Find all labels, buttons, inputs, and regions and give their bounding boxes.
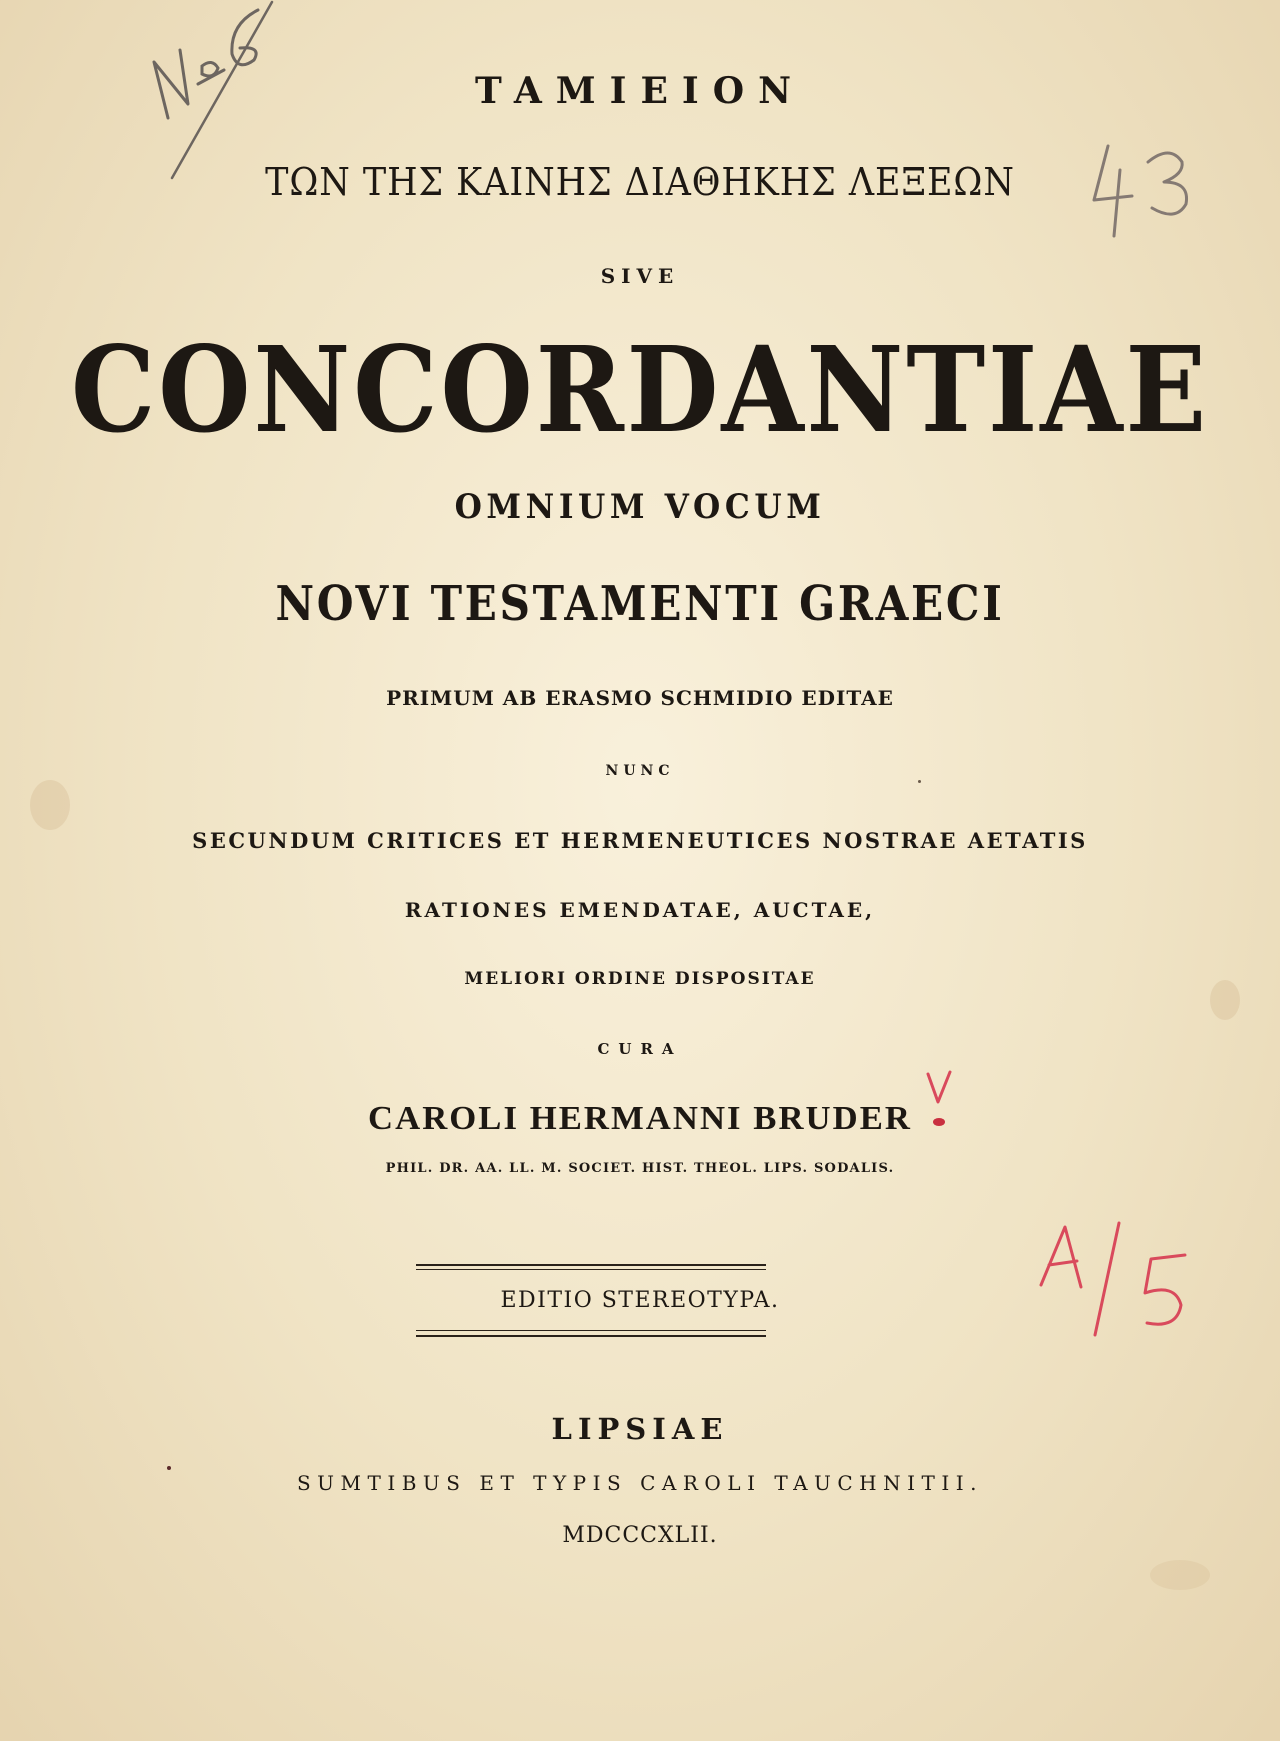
- omnium-vocum-line: OMNIUM VOCUM: [454, 487, 826, 527]
- primum-line: PRIMUM AB ERASMO SCHMIDIO EDITAE: [386, 686, 894, 710]
- meliori-line: MELIORI ORDINE DISPOSITAE: [464, 969, 816, 989]
- ink-speck: [167, 1466, 171, 1470]
- handwritten-shelf-mark: [1035, 1215, 1210, 1345]
- rationes-line: RATIONES EMENDATAE, AUCTAE,: [404, 898, 876, 922]
- handwritten-number-mark: [140, 0, 310, 190]
- ink-speck: [918, 780, 921, 783]
- author-credentials: PHIL. DR. AA. LL. M. SOCIET. HIST. THEOL. LIPS. SODALIS.: [385, 1161, 895, 1176]
- edition-line: EDITIO STEREOTYPA.: [500, 1288, 780, 1313]
- paper-stain: [30, 780, 70, 830]
- cura-line: CURA: [597, 1040, 683, 1058]
- novi-testamenti-line: NOVI TESTAMENTI GRAECI: [275, 576, 1005, 632]
- double-rule-top: [416, 1264, 766, 1266]
- handwritten-check-mark: [922, 1068, 962, 1138]
- paper-stain: [1150, 1560, 1210, 1590]
- place-line: LIPSIAE: [551, 1412, 729, 1446]
- publisher-line: SUMTIBUS ET TYPIS CAROLI TAUCHNITII.: [296, 1471, 984, 1495]
- double-rule-top-inner: [416, 1269, 766, 1270]
- nunc-line: NUNC: [605, 763, 675, 779]
- year-line: MDCCCXLII.: [562, 1523, 718, 1548]
- double-rule-bottom-inner: [416, 1330, 766, 1331]
- double-rule-bottom: [416, 1335, 766, 1337]
- sive-line: SIVE: [600, 264, 680, 288]
- greek-subtitle: ΤΩΝ ΤΗΣ ΚΑΙΝΗΣ ΔΙΑΘΗΚΗΣ ΛΕΞΕΩΝ: [265, 160, 1015, 204]
- main-title: CONCORDANTIAE: [70, 320, 1210, 459]
- author-name: CAROLI HERMANNI BRUDER: [368, 1100, 912, 1137]
- tamieion-heading: TAMIEION: [475, 70, 805, 112]
- secundum-line: SECUNDUM CRITICES ET HERMENEUTICES NOSTRAE AETATIS: [192, 828, 1088, 853]
- handwritten-page-number: [1080, 140, 1210, 250]
